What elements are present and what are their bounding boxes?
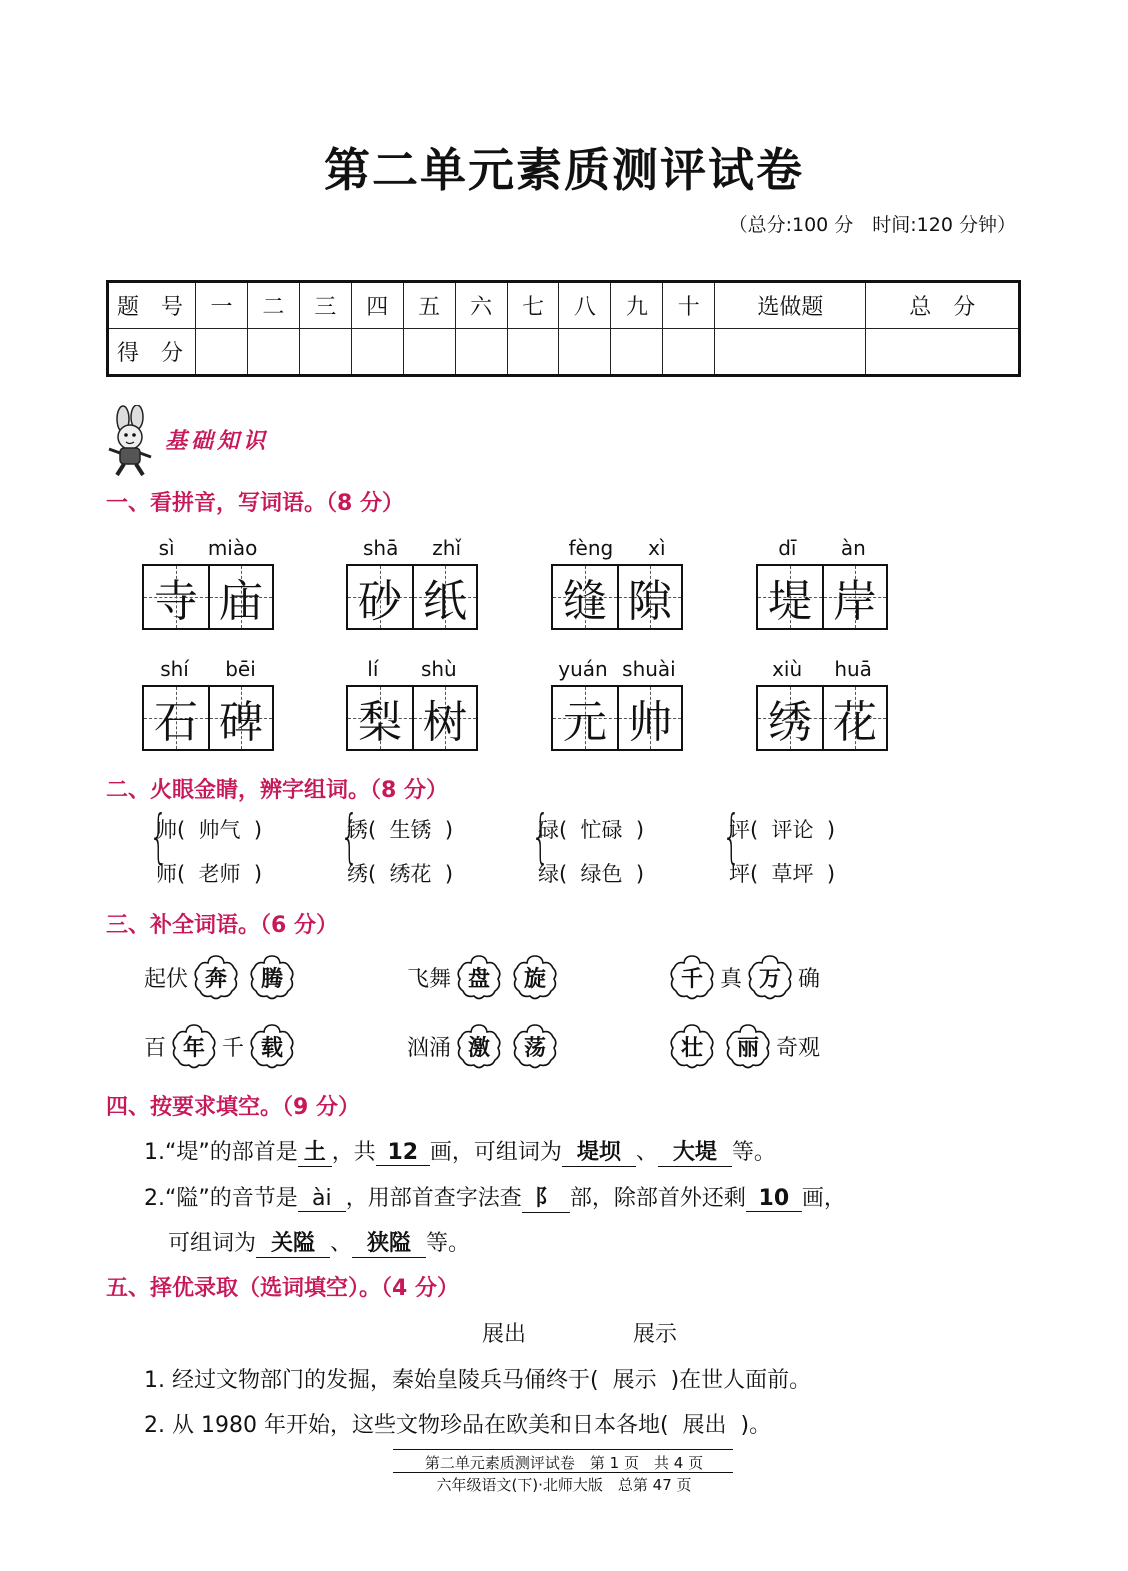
grid-char: 堤 [768, 576, 812, 627]
q5-sentence-2: 2. 从 1980 年开始，这些文物珍品在欧美和日本各地( 展出 )。 [144, 1413, 772, 1438]
col-6: 六 [455, 282, 507, 329]
section-5-heading: 五、择优录取（选词填空）。（4 分） [106, 1276, 459, 1301]
flower-blank[interactable]: 千 [668, 953, 716, 1001]
pinyin-word [551, 536, 683, 630]
answer-blank[interactable]: 狭隘 [352, 1226, 426, 1258]
pair-line[interactable]: 师( 老师 ) [156, 862, 263, 886]
col-4: 四 [351, 282, 403, 329]
score-cell[interactable] [455, 329, 507, 376]
char-pair [337, 802, 507, 896]
char-grid[interactable] [756, 564, 888, 630]
char-grid[interactable] [756, 685, 888, 751]
brace-icon: { [149, 802, 168, 870]
idiom-text: 千 [222, 1035, 245, 1061]
footer-divider [393, 1472, 733, 1473]
col-8: 八 [559, 282, 611, 329]
idiom-5 [407, 1022, 563, 1070]
col-2: 二 [247, 282, 299, 329]
char-grid[interactable] [551, 564, 683, 630]
score-table-score-row [108, 329, 1020, 376]
rabbit-mascot-icon [103, 405, 159, 477]
pair-line[interactable]: 锈( 生锈 ) [347, 818, 454, 842]
pinyin-word [142, 536, 274, 630]
idiom-6 [664, 1022, 820, 1070]
score-table-header-row [108, 282, 1020, 329]
answer-blank[interactable]: 10 [746, 1186, 802, 1212]
answer-blank[interactable]: 展出 [668, 1413, 741, 1438]
flower-blank[interactable]: 万 [746, 953, 794, 1001]
pinyin: yuán [558, 657, 608, 681]
char-grid[interactable] [142, 685, 274, 751]
char-pair [528, 802, 698, 896]
flower-blank[interactable]: 壮 [668, 1022, 716, 1070]
idiom-1 [144, 953, 300, 1001]
grid-char: 岸 [833, 576, 877, 627]
grid-char: 碑 [219, 697, 263, 748]
q5-sentence-1: 1. 经过文物部门的发掘，秦始皇陵兵马俑终于( 展示 )在世人面前。 [144, 1368, 812, 1393]
answer-blank[interactable]: 阝 [522, 1181, 570, 1213]
grid-char: 树 [423, 697, 467, 748]
score-cell[interactable] [507, 329, 559, 376]
col-total: 总 分 [866, 282, 1020, 329]
col-5: 五 [403, 282, 455, 329]
pinyin: shù [420, 657, 457, 681]
score-cell[interactable] [299, 329, 351, 376]
pinyin: bēi [225, 657, 256, 681]
grid-char: 元 [563, 697, 607, 748]
score-cell[interactable] [403, 329, 455, 376]
brace-icon: { [722, 802, 741, 870]
section-4-heading: 四、按要求填空。（9 分） [106, 1095, 360, 1120]
pinyin: xì [648, 536, 666, 560]
basic-knowledge-label: 基础知识 [165, 428, 270, 454]
col-10: 十 [663, 282, 715, 329]
flower-blank[interactable]: 旋 [511, 953, 559, 1001]
grid-char: 花 [833, 697, 877, 748]
score-cell[interactable] [611, 329, 663, 376]
pinyin: dī [778, 536, 797, 560]
word-option: 展示 [633, 1322, 678, 1347]
char-grid[interactable] [142, 564, 274, 630]
flower-blank[interactable]: 丽 [724, 1022, 772, 1070]
grid-char: 帅 [628, 697, 672, 748]
idiom-text: 奇观 [776, 1035, 821, 1061]
answer-blank[interactable]: 堤坝 [562, 1135, 636, 1167]
pinyin: xiù [772, 657, 803, 681]
flower-blank[interactable]: 盘 [455, 953, 503, 1001]
idiom-text: 汹涌 [407, 1035, 452, 1061]
pinyin: shā [362, 536, 399, 560]
section-2-heading: 二、火眼金睛，辨字组词。（8 分） [106, 778, 448, 803]
answer-blank[interactable]: 土 [298, 1135, 332, 1167]
answer-blank[interactable]: ài [298, 1186, 346, 1212]
char-grid[interactable] [346, 564, 478, 630]
idiom-text: 起伏 [144, 966, 189, 992]
brace-icon: { [531, 802, 550, 870]
idiom-text: 真 [720, 966, 743, 992]
grid-char: 庙 [219, 576, 263, 627]
score-cell[interactable] [351, 329, 403, 376]
answer-blank[interactable]: 大堤 [658, 1135, 732, 1167]
pinyin: lí [367, 657, 379, 681]
pinyin: fèng [568, 536, 614, 560]
flower-blank[interactable]: 载 [248, 1022, 296, 1070]
flower-blank[interactable]: 荡 [511, 1022, 559, 1070]
pinyin: shí [160, 657, 189, 681]
pair-line[interactable]: 碌( 忙碌 ) [538, 818, 645, 842]
page-title: 第二单元素质测评试卷 [324, 143, 804, 197]
char-grid[interactable] [551, 685, 683, 751]
idiom-3 [664, 953, 820, 1001]
score-cell[interactable] [663, 329, 715, 376]
col-9: 九 [611, 282, 663, 329]
char-pair [146, 802, 316, 896]
flower-blank[interactable]: 腾 [248, 953, 296, 1001]
grid-char: 石 [154, 697, 198, 748]
score-cell[interactable] [559, 329, 611, 376]
char-grid[interactable] [346, 685, 478, 751]
q4-line-1: 1.“堤”的部首是 土 ，共 12 画，可组词为 堤坝 、 大堤 等。 [144, 1135, 776, 1167]
pair-line[interactable]: 绣( 绣花 ) [347, 862, 454, 886]
answer-blank[interactable]: 12 [376, 1140, 430, 1166]
row-head-score: 得 分 [108, 329, 196, 376]
flower-blank[interactable]: 年 [170, 1022, 218, 1070]
score-cell[interactable] [196, 329, 248, 376]
score-cell[interactable] [715, 329, 866, 376]
pinyin-word [346, 536, 478, 630]
pair-line[interactable]: 评( 评论 ) [729, 818, 836, 842]
grid-char: 隙 [628, 576, 672, 627]
pinyin-word [346, 657, 478, 751]
grid-char: 寺 [154, 576, 198, 627]
pinyin: miào [207, 536, 258, 560]
col-7: 七 [507, 282, 559, 329]
section-1-heading: 一、看拼音，写词语。（8 分） [106, 491, 404, 516]
row-head-question-number: 题 号 [108, 282, 196, 329]
idiom-4 [144, 1022, 300, 1070]
idiom-2 [407, 953, 563, 1001]
flower-blank[interactable]: 奔 [192, 953, 240, 1001]
answer-blank[interactable]: 关隘 [256, 1226, 330, 1258]
pinyin-word [756, 657, 888, 751]
pinyin: àn [840, 536, 866, 560]
grid-char: 砂 [358, 576, 402, 627]
q4-line-2: 2.“隘”的音节是 ài ，用部首查字法查 阝 部，除部首外还剩 10 画， [144, 1181, 846, 1213]
pair-line[interactable]: 帅( 帅气 ) [156, 818, 263, 842]
section-3-heading: 三、补全词语。（6 分） [106, 913, 338, 938]
col-optional: 选做题 [715, 282, 866, 329]
flower-blank[interactable]: 激 [455, 1022, 503, 1070]
score-table [106, 280, 1021, 377]
answer-blank[interactable]: 展示 [598, 1368, 671, 1393]
pinyin: zhǐ [432, 536, 462, 560]
idiom-text: 百 [144, 1035, 167, 1061]
pair-line[interactable]: 坪( 草坪 ) [729, 862, 836, 886]
grid-char: 梨 [358, 697, 402, 748]
brace-icon: { [340, 802, 359, 870]
word-option: 展出 [482, 1322, 527, 1347]
footer-line-1: 第二单元素质测评试卷 第 1 页 共 4 页 [424, 1454, 704, 1472]
score-cell[interactable] [247, 329, 299, 376]
q4-line-3: 可组词为 关隘 、 狭隘 等。 [168, 1226, 470, 1258]
idiom-text: 确 [798, 966, 821, 992]
pinyin-word [142, 657, 274, 751]
col-3: 三 [299, 282, 351, 329]
footer-line-2: 六年级语文(下)·北师大版 总第 47 页 [436, 1476, 692, 1494]
score-cell[interactable] [866, 329, 1020, 376]
grid-char: 缝 [563, 576, 607, 627]
pinyin-word [756, 536, 888, 630]
char-pair [719, 802, 889, 896]
grid-char: 纸 [423, 576, 467, 627]
pinyin: shuài [622, 657, 676, 681]
pair-line[interactable]: 绿( 绿色 ) [538, 862, 645, 886]
pinyin: sì [158, 536, 175, 560]
exam-meta: （总分:100 分 时间:120 分钟） [728, 214, 1016, 236]
pinyin: huā [834, 657, 872, 681]
idiom-text: 飞舞 [407, 966, 452, 992]
col-1: 一 [196, 282, 248, 329]
grid-char: 绣 [768, 697, 812, 748]
pinyin-word [551, 657, 683, 751]
footer-divider [393, 1449, 733, 1450]
